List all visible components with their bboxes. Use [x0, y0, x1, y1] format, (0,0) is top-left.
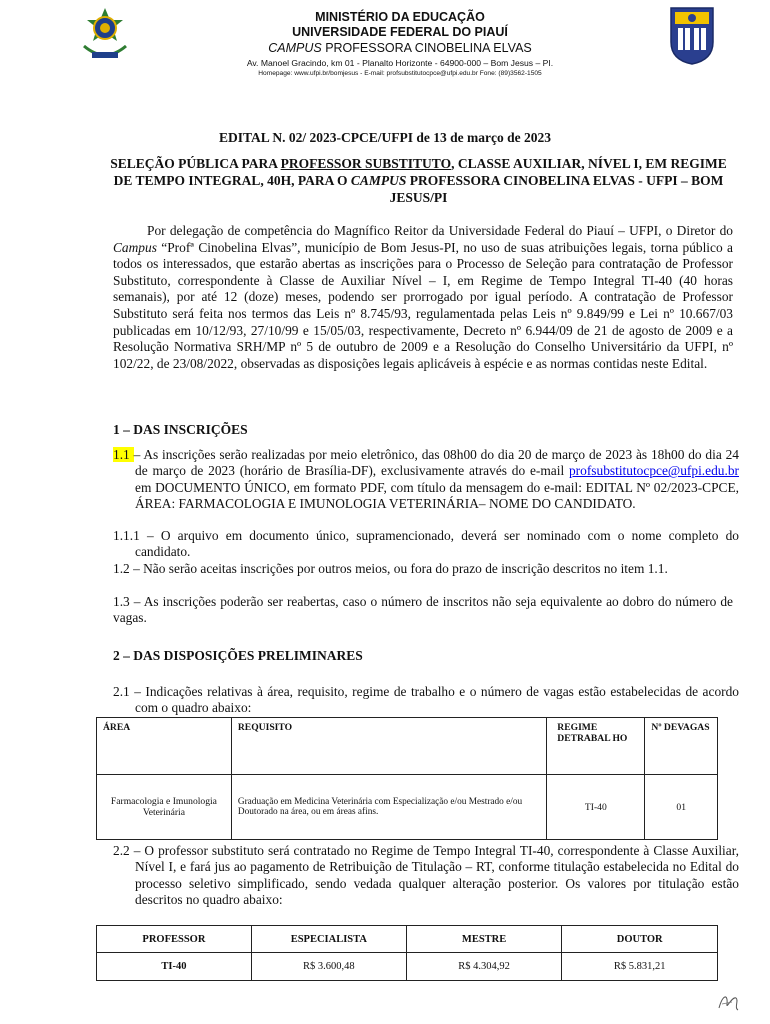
cell-doutor: R$ 5.831,21 [562, 953, 718, 981]
cell-professor: TI-40 [97, 953, 252, 981]
item-2-2: 2.2 – O professor substituto será contratado no Regime de Tempo Integral TI-40, correspondente à Classe Auxiliar, Nível I, e fará jus ao pagamento de Retribuição de Titulação – RT, conforme titulação estabelecida no Edital do processo seletivo simplificado, sendo vedada qualquer alteração posterior. Os valores por titulação estão descritos no quadro abaixo: [113, 843, 739, 908]
selection-part-c: , CLASSE AUXILIAR, NÍVEL I, EM REGIME DE TEMPO INTEGRAL, 40H, PARA O [113, 156, 727, 188]
address: Av. Manoel Gracindo, km 01 - Planalto Horizonte - 64900-000 – Bom Jesus – PI. [246, 58, 554, 68]
cell-area: Farmacologia e Imunologia Veterinária [97, 775, 232, 840]
campus-rest: PROFESSORA CINOBELINA ELVAS [321, 41, 532, 55]
campus-name [140, 41, 660, 55]
col-professor: PROFESSOR [97, 926, 252, 953]
item-1-2: 1.2 – Não serão aceitas inscrições por outros meios, ou fora do prazo de inscrição descritos no item 1.1. [113, 561, 668, 576]
cell-regime: TI-40 [547, 775, 645, 840]
edital-title: EDITAL N. 02/ 2023-CPCE/UFPI de 13 de março de 2023 [219, 130, 551, 145]
email-link[interactable]: profsubstitutocpce@ufpi.edu.br [568, 463, 739, 479]
selection-part-a: SELEÇÃO PÚBLICA PARA [110, 156, 281, 171]
ufpi-logo-icon [667, 2, 717, 66]
cell-mestre: R$ 4.304,92 [406, 953, 562, 981]
col-doutor: DOUTOR [562, 926, 718, 953]
vacancy-table-header-row [97, 718, 718, 775]
item-1-1-text-b: em DOCUMENTO ÚNICO, em formato PDF, com título da mensagem do e-mail: EDITAL Nº 02/2023-CPCE, ÁREA: FARMACOLOGIA E IMUNOLOGIA VETERINÁRIA– NOME DO CANDIDATO. [135, 479, 739, 512]
section-2-heading: 2 – DAS DISPOSIÇÕES PRELIMINARES [113, 648, 363, 663]
university-name: UNIVERSIDADE FEDERAL DO PIAUÍ [292, 25, 508, 39]
vacancy-table [96, 717, 718, 840]
selection-campus-word: CAMPUS [350, 173, 407, 188]
selection-part-d: PROFESSORA CINOBELINA ELVAS - UFPI – BOM JESUS/PI [389, 173, 724, 205]
table-row [97, 775, 718, 840]
cell-especialista: R$ 3.600,48 [251, 953, 406, 981]
col-area: ÁREA [97, 718, 232, 775]
col-requisito: REQUISITO [231, 718, 546, 775]
col-mestre: MESTRE [406, 926, 562, 953]
item-1-1-1: 1.1.1 – O arquivo em documento único, supramencionado, deverá ser nominado com o nome completo do candidato. [113, 528, 739, 560]
salary-table [96, 925, 718, 981]
brazil-coat-of-arms-icon [80, 6, 130, 64]
item-1-1-number: 1.1 [113, 447, 134, 462]
campus-word: CAMPUS [268, 41, 322, 55]
cell-requisito: Graduação em Medicina Veterinária com Especialização e/ou Mestrado e/ou Doutorado na área, ou em áreas afins. [231, 775, 546, 840]
item-2-1: 2.1 – Indicações relativas à área, requisito, regime de trabalho e o número de vagas estão estabelecidas de acordo com o quadro abaixo: [113, 684, 739, 716]
col-especialista: ESPECIALISTA [251, 926, 406, 953]
selection-heading [106, 155, 731, 206]
item-1-1-text-a: – As inscrições serão realizadas por meio eletrônico, das 08h00 do dia 20 de março de 2023 às 18h00 do dia 24 de março de 2023 (horário de Brasília-DF), exclusivamente através do e-mail [133, 447, 739, 479]
col-regime: REGIME DETRABAL HO [547, 718, 645, 775]
intro-part-b: “Profª Cinobelina Elvas”, município de Bom Jesus-PI, no uso de suas atribuições legais, torna público a todos os interessados, que estarão abertas as inscrições para o Processo de Seleção para contratação de Professor Substituto, correspondente à Classe de Auxiliar Nível – I, em Regime de Tempo Integral TI-40 (40 horas semanais), por até 12 (doze) meses, podendo ser prorrogado por igual período. A contratação de Professor Substituto será feita nos termos das Leis nº 8.745/93, regulamentada pelas Leis nº 9.849/99 e Lei nº 10.667/03 publicadas em 10/12/93, 27/10/99 e 15/05/03, respectivamente, Decreto nº 6.944/09 de 21 de agosto de 2009 e a Resolução Normativa SRH/MP nº 5 de outubro de 2009 e a Resolução do Conselho Universitário da UFPI, nº 102/22, de 23/08/2022, observadas as disposições legais aplicáveis à espécie e as normas contidas neste Edital. [113, 239, 733, 371]
salary-table-header-row [97, 926, 718, 953]
cell-vagas: 01 [645, 775, 718, 840]
ministry-name: MINISTÉRIO DA EDUCAÇÃO [315, 10, 485, 24]
section-1-heading: 1 – DAS INSCRIÇÕES [113, 422, 248, 437]
signature-mark-icon [716, 990, 742, 1014]
intro-campus-word: Campus [113, 239, 157, 255]
item-1-3: 1.3 – As inscrições poderão ser reabertas, caso o número de inscritos não seja equivalente ao dobro do número de vagas. [113, 594, 733, 626]
intro-part-a: Por delegação de competência do Magnífico Reitor da Universidade Federal do Piauí – UFPI, o Diretor do [147, 223, 733, 238]
intro-paragraph [113, 223, 733, 372]
selection-part-b: PROFESSOR SUBSTITUTO [280, 156, 452, 171]
table-row [97, 953, 718, 981]
item-1-1 [113, 447, 739, 513]
col-vagas: Nº DEVAGAS [645, 718, 718, 775]
contacts: Homepage: www.ufpi.br/bomjesus - E-mail: profsubstitutocpce@ufpi.edu.br Fone: (89)3562-1505 [258, 70, 542, 77]
